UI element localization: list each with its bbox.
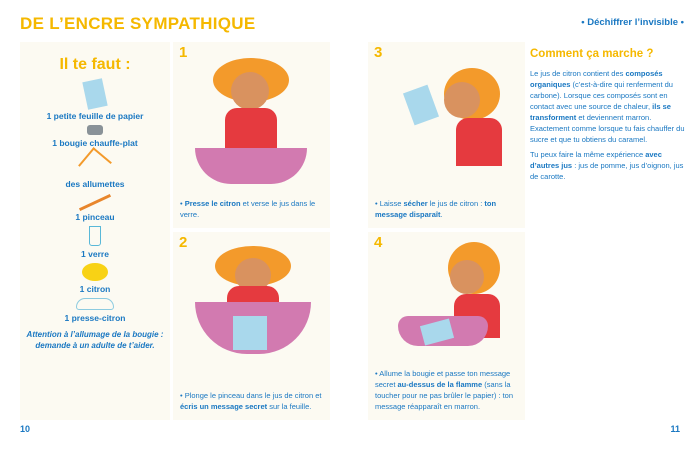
emphasis-text: composés organiques: [530, 69, 663, 89]
material-item: [20, 80, 170, 121]
page-number-right: 11: [670, 424, 680, 434]
girl-illustration: [203, 246, 303, 376]
material-item: [20, 298, 170, 323]
explanation-title: Comment ça marche ?: [530, 48, 654, 60]
material-label: des allumettes: [65, 179, 125, 189]
body-text: • Allume la bougie et passe ton message secret: [375, 369, 511, 389]
glass-icon: [89, 226, 101, 246]
body-text: : jus de pomme, jus d’oignon, jus de carotte.: [530, 161, 684, 181]
warning-text: Attention à l’allumage de la bougie : demande à un adulte de t’aider.: [26, 330, 164, 350]
body-text: (c’est-à-dire qui renferment du carbone). Lorsque ces composés sont en contact avec une source de chaleur,: [530, 80, 673, 111]
body-text: et deviennent marron. Exactement comme lorsque tu fais chauffer du sucre et que tu obtiens du caramel.: [530, 113, 685, 144]
body-text: Tu peux faire la même expérience: [530, 150, 646, 159]
step-caption: [180, 390, 330, 412]
material-item: [20, 193, 170, 222]
material-label: 1 presse-citron: [64, 313, 126, 323]
body-text: •: [180, 199, 185, 208]
emphasis-text: sécher: [403, 199, 428, 208]
body-text: .: [440, 210, 443, 219]
emphasis-text: ton message disparaît: [375, 199, 497, 219]
material-label: 1 bougie chauffe-plat: [52, 138, 138, 148]
step-1: [173, 42, 330, 228]
juicer-icon: [76, 298, 114, 310]
material-label: 1 pinceau: [75, 212, 115, 222]
explanation-paragraph: [530, 149, 690, 182]
body-text: Le jus de citron contient des: [530, 69, 626, 78]
material-label: 1 citron: [79, 284, 111, 294]
step-2: [173, 232, 330, 420]
explanation: [530, 48, 690, 186]
step-number: 4: [374, 234, 383, 251]
brush-icon: [79, 194, 111, 211]
material-label: 1 verre: [81, 249, 109, 259]
body-text: sur la feuille.: [267, 402, 312, 411]
material-item: [20, 226, 170, 259]
step-caption: [375, 198, 525, 220]
emphasis-text: écris un message secret: [180, 402, 268, 411]
step-number: 3: [374, 44, 383, 61]
page-number-left: 10: [20, 424, 31, 434]
emphasis-text: Presse le citron: [184, 199, 241, 208]
matches-icon: [78, 147, 112, 181]
materials-panel: [20, 42, 170, 420]
step-number: 1: [179, 44, 188, 61]
page-title: DE L’ENCRE SYMPATHIQUE: [20, 14, 256, 33]
material-label: 1 petite feuille de papier: [46, 111, 144, 121]
girl-illustration: [408, 68, 508, 178]
materials-title: Il te faut :: [59, 56, 131, 73]
step-3: [368, 42, 525, 228]
step-4: [368, 232, 525, 420]
section-title: • Déchiffrer l’invisible •: [581, 17, 684, 28]
step-number: 2: [179, 234, 188, 251]
girl-illustration: [398, 242, 508, 372]
body-text: le jus de citron :: [427, 199, 485, 208]
explanation-paragraph: [530, 68, 690, 145]
paper-icon: [82, 78, 107, 110]
paper-icon: [233, 316, 267, 350]
body-text: (sans la toucher pour ne pas brûler le papier) : ton message réapparaît en marron.: [375, 380, 513, 411]
emphasis-text: ils se transforment: [530, 102, 671, 122]
lemon-icon: [82, 263, 108, 281]
girl-illustration: [213, 58, 293, 188]
emphasis-text: au-dessus de la flamme: [397, 380, 483, 389]
body-text: • Laisse: [375, 199, 404, 208]
candle-icon: [87, 125, 103, 135]
material-item: [20, 152, 170, 189]
emphasis-text: avec d’autres jus: [530, 150, 662, 170]
step-caption: [375, 368, 525, 412]
material-item: [20, 263, 170, 294]
paper-icon: [403, 85, 439, 126]
material-item: [20, 125, 170, 148]
step-caption: [180, 198, 330, 220]
body-text: et verse le jus dans le verre.: [180, 199, 316, 219]
body-text: • Plonge le pinceau dans le jus de citron et: [180, 391, 322, 400]
